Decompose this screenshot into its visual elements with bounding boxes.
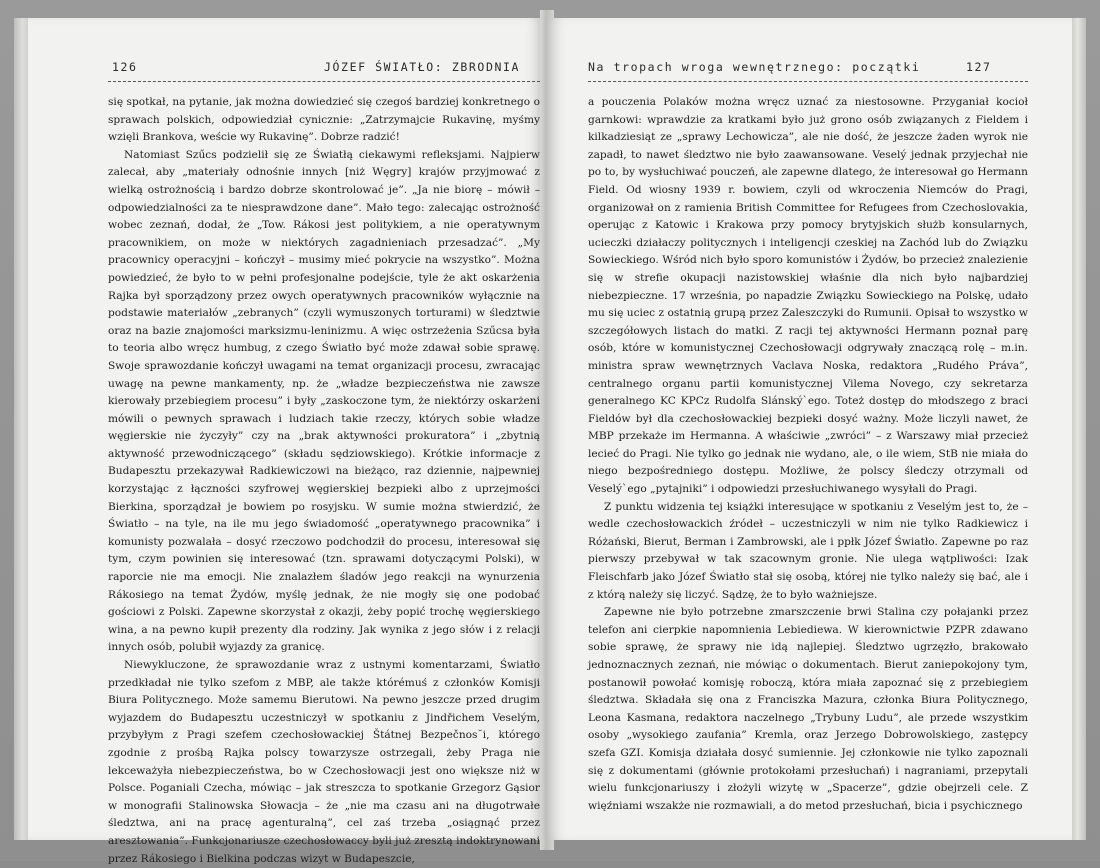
paragraph: a pouczenia Polaków można wręcz uznać za niestosowne. Przyganiał kocioł garnkowi: wprawdzie za kratkami było już grono osób związanych z Fieldem i kilkadziesiąt ze „sprawy Lechowicza”, ale nie dość, że jeszcze żaden wyrok nie zapadł, to nawet śledztwo nie było zaawansowane. Veselý jednak przyjechał nie po to, by wysłuchiwać pouczeń, ale zapewne dlatego, że interesował go Hermann Field. Od wiosny 1939 r. bowiem, czyli od wkroczenia Niemców do Pragi, organizował on z ramienia British Committee for Refugees from Czechoslovakia, operując z Katowic i Krakowa przy pomocy brytyjskich służb konsularnych, ucieczki działaczy politycznych i inteligencji czeskiej na Zachód lub do Związku Sowieckiego. Wśród nich było sporo komunistów i Żydów, bo przecież znalezienie się w strefie okupacji nazistowskiej właśnie dla nich było najbardziej niebezpieczne. 17 września, po napadzie Związku Sowieckiego na Polskę, udało mu się uciec z ostatnią grupą przez Zaleszczyki do Rumunii. Opisał to wszystko w szczegółowych listach do matki. Z racji tej aktywności Hermann poznał parę osób, które w komunistycznej Czechosłowacji odgrywały znaczącą rolę – m.in. ministra spraw wewnętrznych Vaclava Noska, redaktora „Rudého Práva”, centralnego organu partii komunistycznej Vilema Novego, czy sekretarza generalnego KC KPCz Rudolfa Slánský`ego. Toteż dostęp do młodszego z braci Fieldów był dla czechosłowackiej bezpieki dosyć ważny. Może liczyli nawet, że MBP przekaże im Hermanna. A właściwie „zwróci” – z Warszawy miał przecież lecieć do Pragi. Nie tylko go jednak nie wydano, ale, o ile wiem, StB nie miała do niego bezpośredniego dostępu. Możliwe, że polscy śledczy otrzymali od Veselý`ego „pytajniki” i odpowiedzi przesłuchiwanego wysyłali do Pragi. <box>588 96 1028 496</box>
page-body <box>588 94 1028 815</box>
left-page <box>28 18 546 865</box>
paragraph: Z punktu widzenia tej książki interesujące w spotkaniu z Veselým jest to, że – wedle czechosłowackich źródeł – uczestniczyli w nim nie tylko Radkiewicz i Różański, Bierut, Berman i Zambrowski, ale i ppłk Józef Światło. Zapewne po raz pierwszy przebywał w tak szacownym gronie. Nie ulega wątpliwości: Izak Fleischfarb jako Józef Światło stał się osobą, której nie tylko należy się bać, ale i z którą należy się liczyć. Sądzę, że to było ważniejsze. <box>588 500 1028 601</box>
page-number: 127 <box>966 60 992 74</box>
running-head: JÓZEF ŚWIATŁO: ZBRODNIA <box>324 60 521 74</box>
page-number: 126 <box>112 60 138 74</box>
right-page <box>546 18 1072 840</box>
header-rule <box>108 81 540 82</box>
running-head: Na tropach wroga wewnętrznego: początki <box>588 60 921 74</box>
page-body <box>108 94 540 868</box>
left-page-edge <box>14 18 28 840</box>
paragraph: Niewykluczone, że sprawozdanie wraz z ustnymi komentarzami, Światło przedkładał nie tylko szefom z MBP, ale także którémuś z członków Komisji Biura Politycznego. Może samemu Bierutowi. Na pewno jeszcze przed drugim wyjazdem do Budapesztu uczestniczył w spotkaniu z Jindřichem Veselým, przybyłym z Pragi szefem czechosłowackiej Štátnej Bezpečnos˘i, którego zgodnie z prośbą Rajka polscy towarzysze ostrzegali, żeby Praga nie lekceważyła niebezpieczeństwa, bo w Czechosłowacji jest ono większe niż w Polsce. Poganiali Czecha, mówiąc – jak streszcza to spotkanie Grzegorz Gąsior w monografii Stalinowska Słowacja – że „nie ma czasu ani na długotrwałe śledztwa, ani na pracę agenturalną”, cel zaś trzeba „osiągnąć przez aresztowania”. Funkcjonariusze czechosłowaccy byli już zresztą indoktrynowani przez Rákosiego i Bielkina podczas wizyt w Budapeszcie, <box>108 659 540 865</box>
header-rule <box>588 81 1028 82</box>
paragraph: się spotkał, na pytanie, jak można dowiedzieć się czegoś bardziej konkretnego o sprawach polskich, odpowiedział cynicznie: „Zatrzymajcie Rukavinę, myśmy wzięli Brankova, weście wy Rukavinę”. Dobrze radzić! <box>108 96 540 144</box>
paragraph: Natomiast Szűcs podzielił się ze Światłą ciekawymi refleksjami. Najpierw zalecał, aby „materiały odnośnie innych [niż Węgry] krajów przyjmować z wielką ostrożnością i bardzo dobrze skontrolować je”. „Ja nie biorę – mówił – odpowiedzialności za te niesprawdzone dane”. Mało tego: zalecając ostrożność wobec zeznań, dodał, że „Tow. Rákosi jest politykiem, a nie operatywnym pracownikiem, on może w niektórych zagadnieniach przesadzać”. „My pracownicy operacyjni – kończył – musimy mieć pokrycie na wszystko”. Można powiedzieć, że było to w pełni profesjonalne podejście, tyle że akt oskarżenia Rajka był sporządzony przez owych operatywnych pracowników wyłącznie na podstawie materiałów „zebranych” (czyli wymuszonych torturami) w śledztwie oraz na bazie znajomości marksizmu-leninizmu. A więc ostrzeżenia Szűcsa była to teoria albo wręcz humbug, z czego Światło być może zdawał sobie sprawę. Swoje sprawozdanie kończył uwagami na temat organizacji procesu, zwracając uwagę na pewne mankamenty, np. że „władze bezpieczeństwa nie zawsze kierowały przebiegiem procesu” i były „zaskoczone tym, że niektórzy oskarżeni mówili o pewnych sprawach i ludziach takie rzeczy, których sobie władze węgierskie nie życzyły” czy na „brak aktywności prokuratora” i „zbytnią aktywność przewodniczącego” (składu sędziowskiego). Krótkie informacje z Budapesztu przekazywał Radkiewiczowi na bieżąco, raz dziennie, najpewniej korzystając z łączności szyfrowej węgierskiej bezpieki albo z uprzejmości Bierkina, sporządzał je bowiem po rosyjsku. W sumie można stwierdzić, że Światło – na tyle, na ile mu jego świadomość „operatywnego pracownika” i komunisty pozwalała – dosyć rzeczowo podchodził do procesu, interesował się tym, czym powinien się interesować (tzn. sprawami dotyczącymi Polski), w raporcie nie ma emocji. Nie znalazłem śladów jego reakcji na wynurzenia Rákosiego na temat Żydów, myślę jednak, że nie mogły się one podobać gościowi z Polski. Zapewne skorzystał z okazji, żeby popić trochę węgierskiego wina, a na pewno kupił prezenty dla rodziny. Jak wynika z jego słów i z relacji innych osób, polubił wyjazdy za granicę. <box>108 148 540 654</box>
paragraph: Zapewne nie było potrzebne zmarszczenie brwi Stalina czy połajanki przez telefon ani cierpkie napomnienia Lebiediewa. W kierownictwie PZPR zdawano sobie sprawę, że sprawy nie idą najlepiej. Śledztwo ugrzęzło, brakowało jednoznacznych zeznań, nie mówiąc o dokumentach. Bierut zaniepokojony tym, postanowił powołać komisję roboczą, która miała zapoznać się z przebiegiem śledztwa. Składała się ona z Franciszka Mazura, członka Biura Politycznego, Leona Kasmana, redaktora naczelnego „Trybuny Ludu”, ale przede wszystkim osoby „wysokiego zaufania” Kremla, oraz Jerzego Dobrowolskiego, zastępcy szefa GZI. Komisja działała dosyć sumiennie. Jej członkowie nie tylko zapoznali się z dokumentami (głównie protokołami przesłuchań) i nagraniami, przepytali wielu funkcjonariuszy i złożyli wizytę w „Spacerze”, gdzie obejrzeli cele. Z więźniami wszakże nie rozmawiali, a do metod przesłuchań, bicia i psychicznego <box>588 606 1028 812</box>
right-page-edge <box>1072 18 1086 840</box>
